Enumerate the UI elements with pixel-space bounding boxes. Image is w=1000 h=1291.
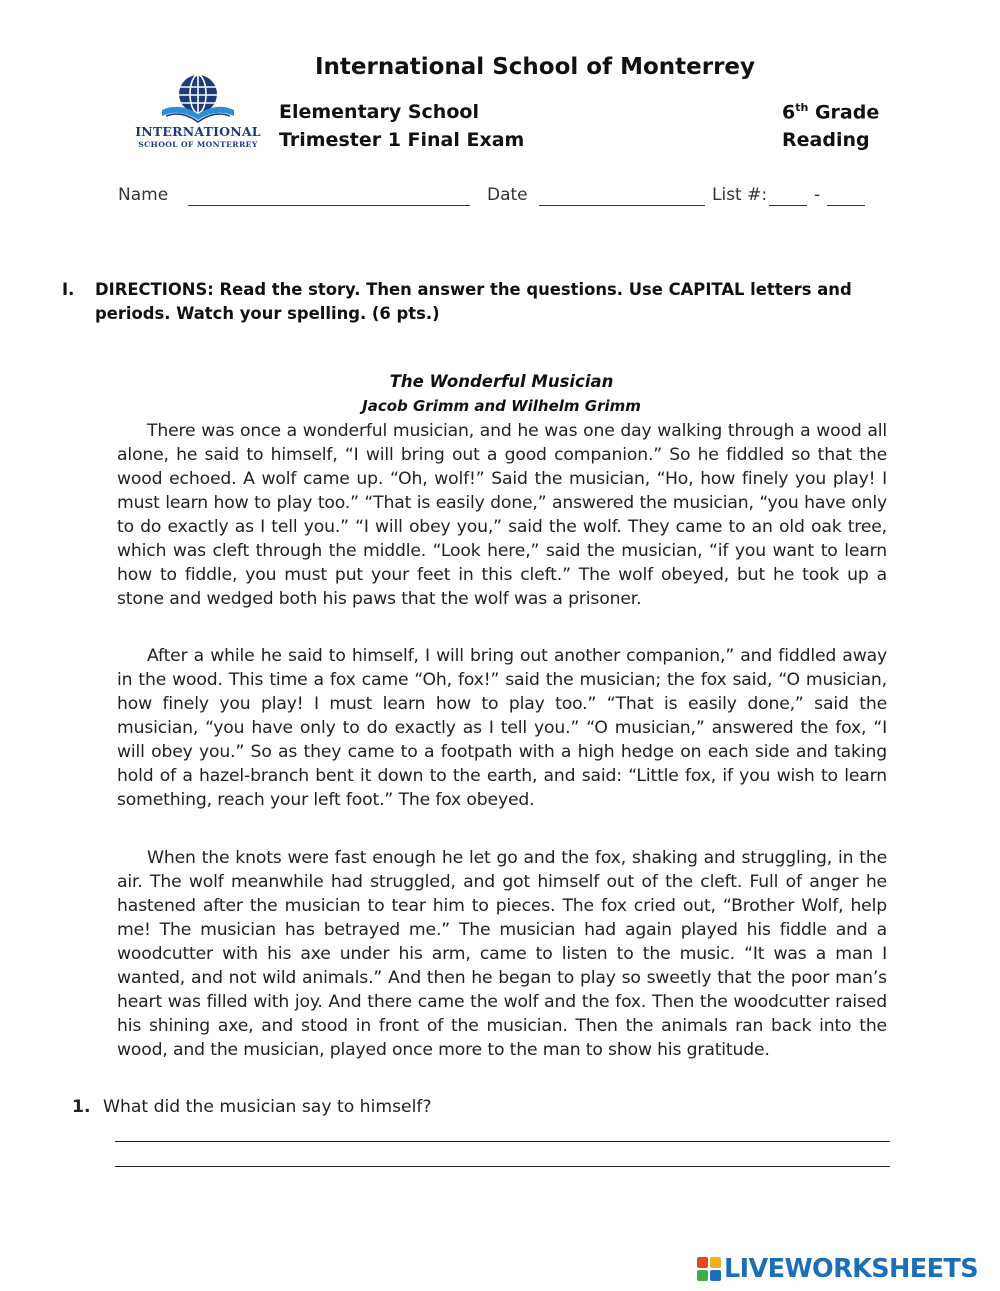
liveworksheets-text: LIVEWORKSHEETS [724, 1254, 978, 1284]
school-title: International School of Monterrey [314, 54, 756, 80]
story-paragraph: When the knots were fast enough he let go and the fox, shaking and struggling, in the air. The wolf meanwhile had struggled, and got himself out of the cleft. Full of anger he hastened after the musician to tear him to pieces. The fox cried out, “Brother Wolf, help me! The musician has betrayed me.” The musician had again played his fiddle and a woodcutter with his axe under his arm, came to listen to the music. “It was a man I wanted, and not wild animals.” And then he began to play so sweetly that the poor man’s heart was filled with joy. And there came the wolf and the fox. Then the woodcutter raised his shining axe, and stood in front of the musician. Then the animals ran back into the wood, and the musician, played once more to the man to show his gratitude. [117, 848, 887, 1060]
answer-line-1[interactable] [115, 1141, 890, 1142]
story-title: The Wonderful Musician [389, 372, 614, 391]
name-field[interactable] [188, 205, 470, 206]
directions-text: DIRECTIONS: Read the story. Then answer the questions. Use CAPITAL letters and periods. Watch your spelling. (6 pts.) [95, 280, 852, 323]
story-author: Jacob Grimm and Wilhelm Grimm [362, 397, 641, 415]
logo-line2: SCHOOL OF MONTERREY [138, 140, 258, 149]
logo-line1: INTERNATIONAL [135, 124, 261, 139]
list-label: List #: [712, 185, 768, 205]
liveworksheets-watermark [697, 1254, 997, 1284]
date-field[interactable] [539, 205, 705, 206]
list-field-1[interactable] [769, 205, 807, 206]
grade-number: 6 [782, 101, 796, 124]
school-logo [132, 72, 264, 162]
story-paragraph: There was once a wonderful musician, and he was one day walking through a wood all alone, he said to himself, “I will bring out a good companion.” So he fiddled so that the wood echoed. A wolf came up. “Oh, wolf!” Said the musician, “Ho, how finely you play! I must learn how to play too.” “That is easily done,” answered the musician, “you have only to do exactly as I tell you.” “I will obey you,” said the wolf. They came to an old oak tree, which was cleft through the middle. “Look here,” said the musician, “if you want to learn how to fiddle, you must put your feet in this cleft.” The wolf obeyed, but he took up a stone and wedged both his paws that the wolf was a prisoner. [117, 421, 887, 609]
question-text: What did the musician say to himself? [103, 1097, 432, 1117]
date-label: Date [487, 185, 528, 205]
list-separator: - [814, 185, 821, 205]
grade-label [782, 101, 879, 123]
question-number: 1. [72, 1097, 91, 1117]
exam-label: Trimester 1 Final Exam [279, 129, 525, 151]
level-label: Elementary School [279, 101, 479, 123]
name-label: Name [118, 185, 169, 205]
answer-line-2[interactable] [115, 1166, 890, 1167]
directions-number: I. [62, 280, 75, 299]
list-field-2[interactable] [827, 205, 865, 206]
story-paragraph: After a while he said to himself, I will bring out another companion,” and fiddled away in the wood. This time a fox came “Oh, fox!” said the musician; the fox said, “O musician, how finely you play! I must learn how to play too.” “That is easily done,” said the musician, “you have only to do exactly as I tell you.” “O musician,” answered the fox, “I will obey you.” So as they came to a footpath with a high hedge on each side and taking hold of a hazel-branch bent it down to the earth, and said: “Little fox, if you wish to learn something, reach your left foot.” The fox obeyed. [117, 646, 887, 810]
globe-book-icon [132, 72, 264, 124]
liveworksheets-logo-icon [697, 1257, 721, 1281]
subject-label: Reading [782, 129, 870, 151]
grade-suffix: th [795, 101, 809, 114]
grade-word: Grade [814, 101, 880, 124]
